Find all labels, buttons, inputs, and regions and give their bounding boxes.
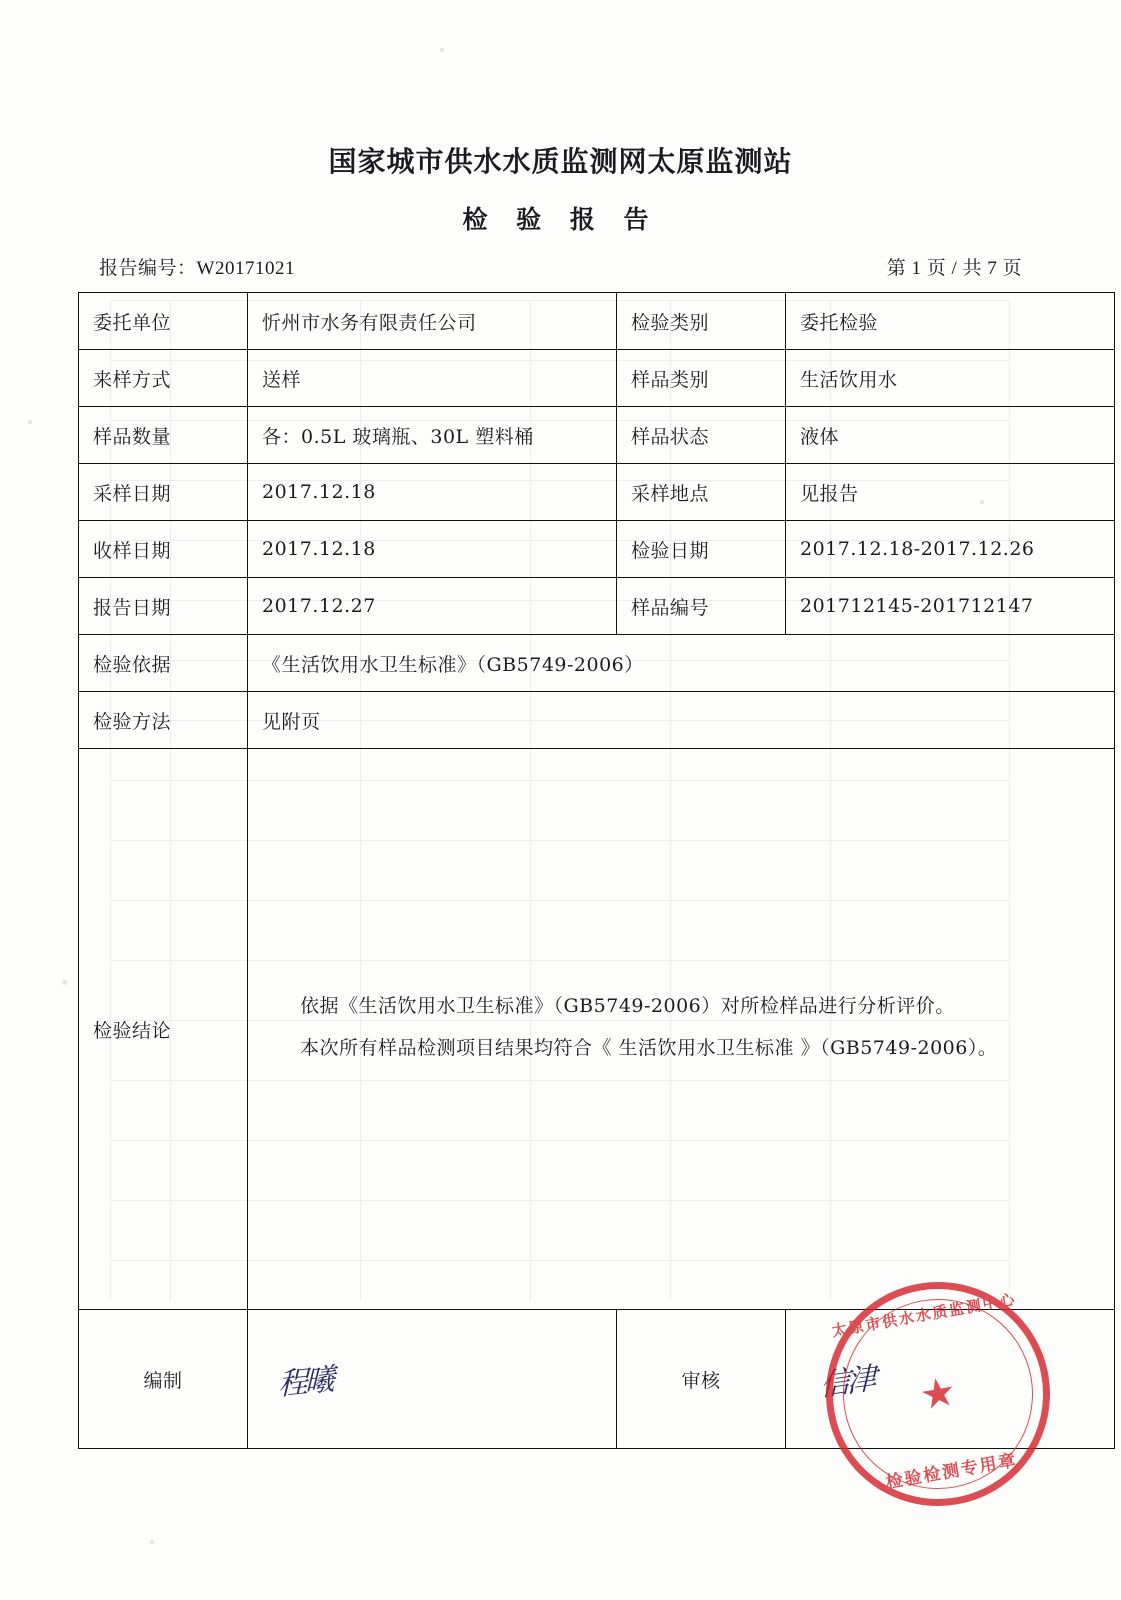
row-value-receipt-date: 2017.12.18 [248, 521, 617, 578]
table-row [79, 521, 1115, 578]
row-label-sample-quantity: 样品数量 [79, 407, 248, 464]
table-row [79, 293, 1115, 350]
reviewed-by-label: 审核 [617, 1310, 786, 1449]
report-number [99, 253, 295, 280]
star-icon: ★ [916, 1368, 960, 1419]
row-value-inspection-type: 委托检验 [786, 293, 1115, 350]
table-row-basis [79, 635, 1115, 692]
row-value-sampling-date: 2017.12.18 [248, 464, 617, 521]
row-label-sample-state: 样品状态 [617, 407, 786, 464]
row-value-sample-method: 送样 [248, 350, 617, 407]
row-label-method: 检验方法 [79, 692, 248, 749]
row-label-conclusion: 检验结论 [79, 749, 248, 1310]
conclusion-paragraph-2: 本次所有样品检测项目结果均符合《 生活饮用水卫生标准 》（GB5749-2006）。 [300, 1037, 998, 1059]
row-value-method: 见附页 [248, 692, 1115, 749]
reviewed-by-signature [786, 1310, 1115, 1449]
row-label-sample-method: 来样方式 [79, 350, 248, 407]
page-indicator: 第 1 页 / 共 7 页 [886, 258, 1022, 279]
table-row [79, 464, 1115, 521]
row-value-test-date: 2017.12.18-2017.12.26 [786, 521, 1115, 578]
row-label-inspection-type: 检验类别 [617, 293, 786, 350]
row-value-client: 忻州市水务有限责任公司 [248, 293, 617, 350]
row-label-client: 委托单位 [79, 293, 248, 350]
conclusion-paragraph-1: 依据《生活饮用水卫生标准》（GB5749-2006）对所检样品进行分析评价。 [300, 995, 955, 1017]
row-label-report-date: 报告日期 [79, 578, 248, 635]
row-label-receipt-date: 收样日期 [79, 521, 248, 578]
table-row [79, 578, 1115, 635]
row-value-report-date: 2017.12.27 [248, 578, 617, 635]
signature-row [79, 1310, 1115, 1449]
seal-top-text: 太原市供水水质监测中心 [830, 1290, 1018, 1341]
report-number-label: 报告编号： [99, 258, 197, 279]
row-value-sampling-location: 见报告 [786, 464, 1115, 521]
prepared-by-label: 编制 [79, 1310, 248, 1449]
row-label-basis: 检验依据 [79, 635, 248, 692]
row-value-conclusion [248, 749, 1115, 1310]
table-row [79, 407, 1115, 464]
row-label-test-date: 检验日期 [617, 521, 786, 578]
table-row [79, 350, 1115, 407]
table-row-conclusion [79, 749, 1115, 1310]
seal-bottom-text: 检验检测专用章 [884, 1450, 1019, 1494]
report-info-table [78, 292, 1115, 1449]
row-label-sampling-location: 采样地点 [617, 464, 786, 521]
prepared-by-signature [248, 1310, 617, 1449]
row-value-sample-quantity: 各：0.5L 玻璃瓶、30L 塑料桶 [248, 407, 617, 464]
row-label-sample-type: 样品类别 [617, 350, 786, 407]
document-title: 检 验 报 告 [462, 205, 659, 234]
handwritten-signature: 程曦 [278, 1362, 332, 1403]
row-label-sample-number: 样品编号 [617, 578, 786, 635]
table-row-method [79, 692, 1115, 749]
handwritten-signature: 信津 [820, 1361, 874, 1404]
report-meta-row [95, 253, 1026, 281]
row-label-sampling-date: 采样日期 [79, 464, 248, 521]
row-value-sample-state: 液体 [786, 407, 1115, 464]
row-value-sample-number: 201712145-201712147 [786, 578, 1115, 635]
report-number-value: W20171021 [196, 258, 295, 279]
organization-title: 国家城市供水水质监测网太原监测站 [328, 145, 793, 178]
row-value-sample-type: 生活饮用水 [786, 350, 1115, 407]
row-value-basis: 《生活饮用水卫生标准》（GB5749-2006） [248, 635, 1115, 692]
